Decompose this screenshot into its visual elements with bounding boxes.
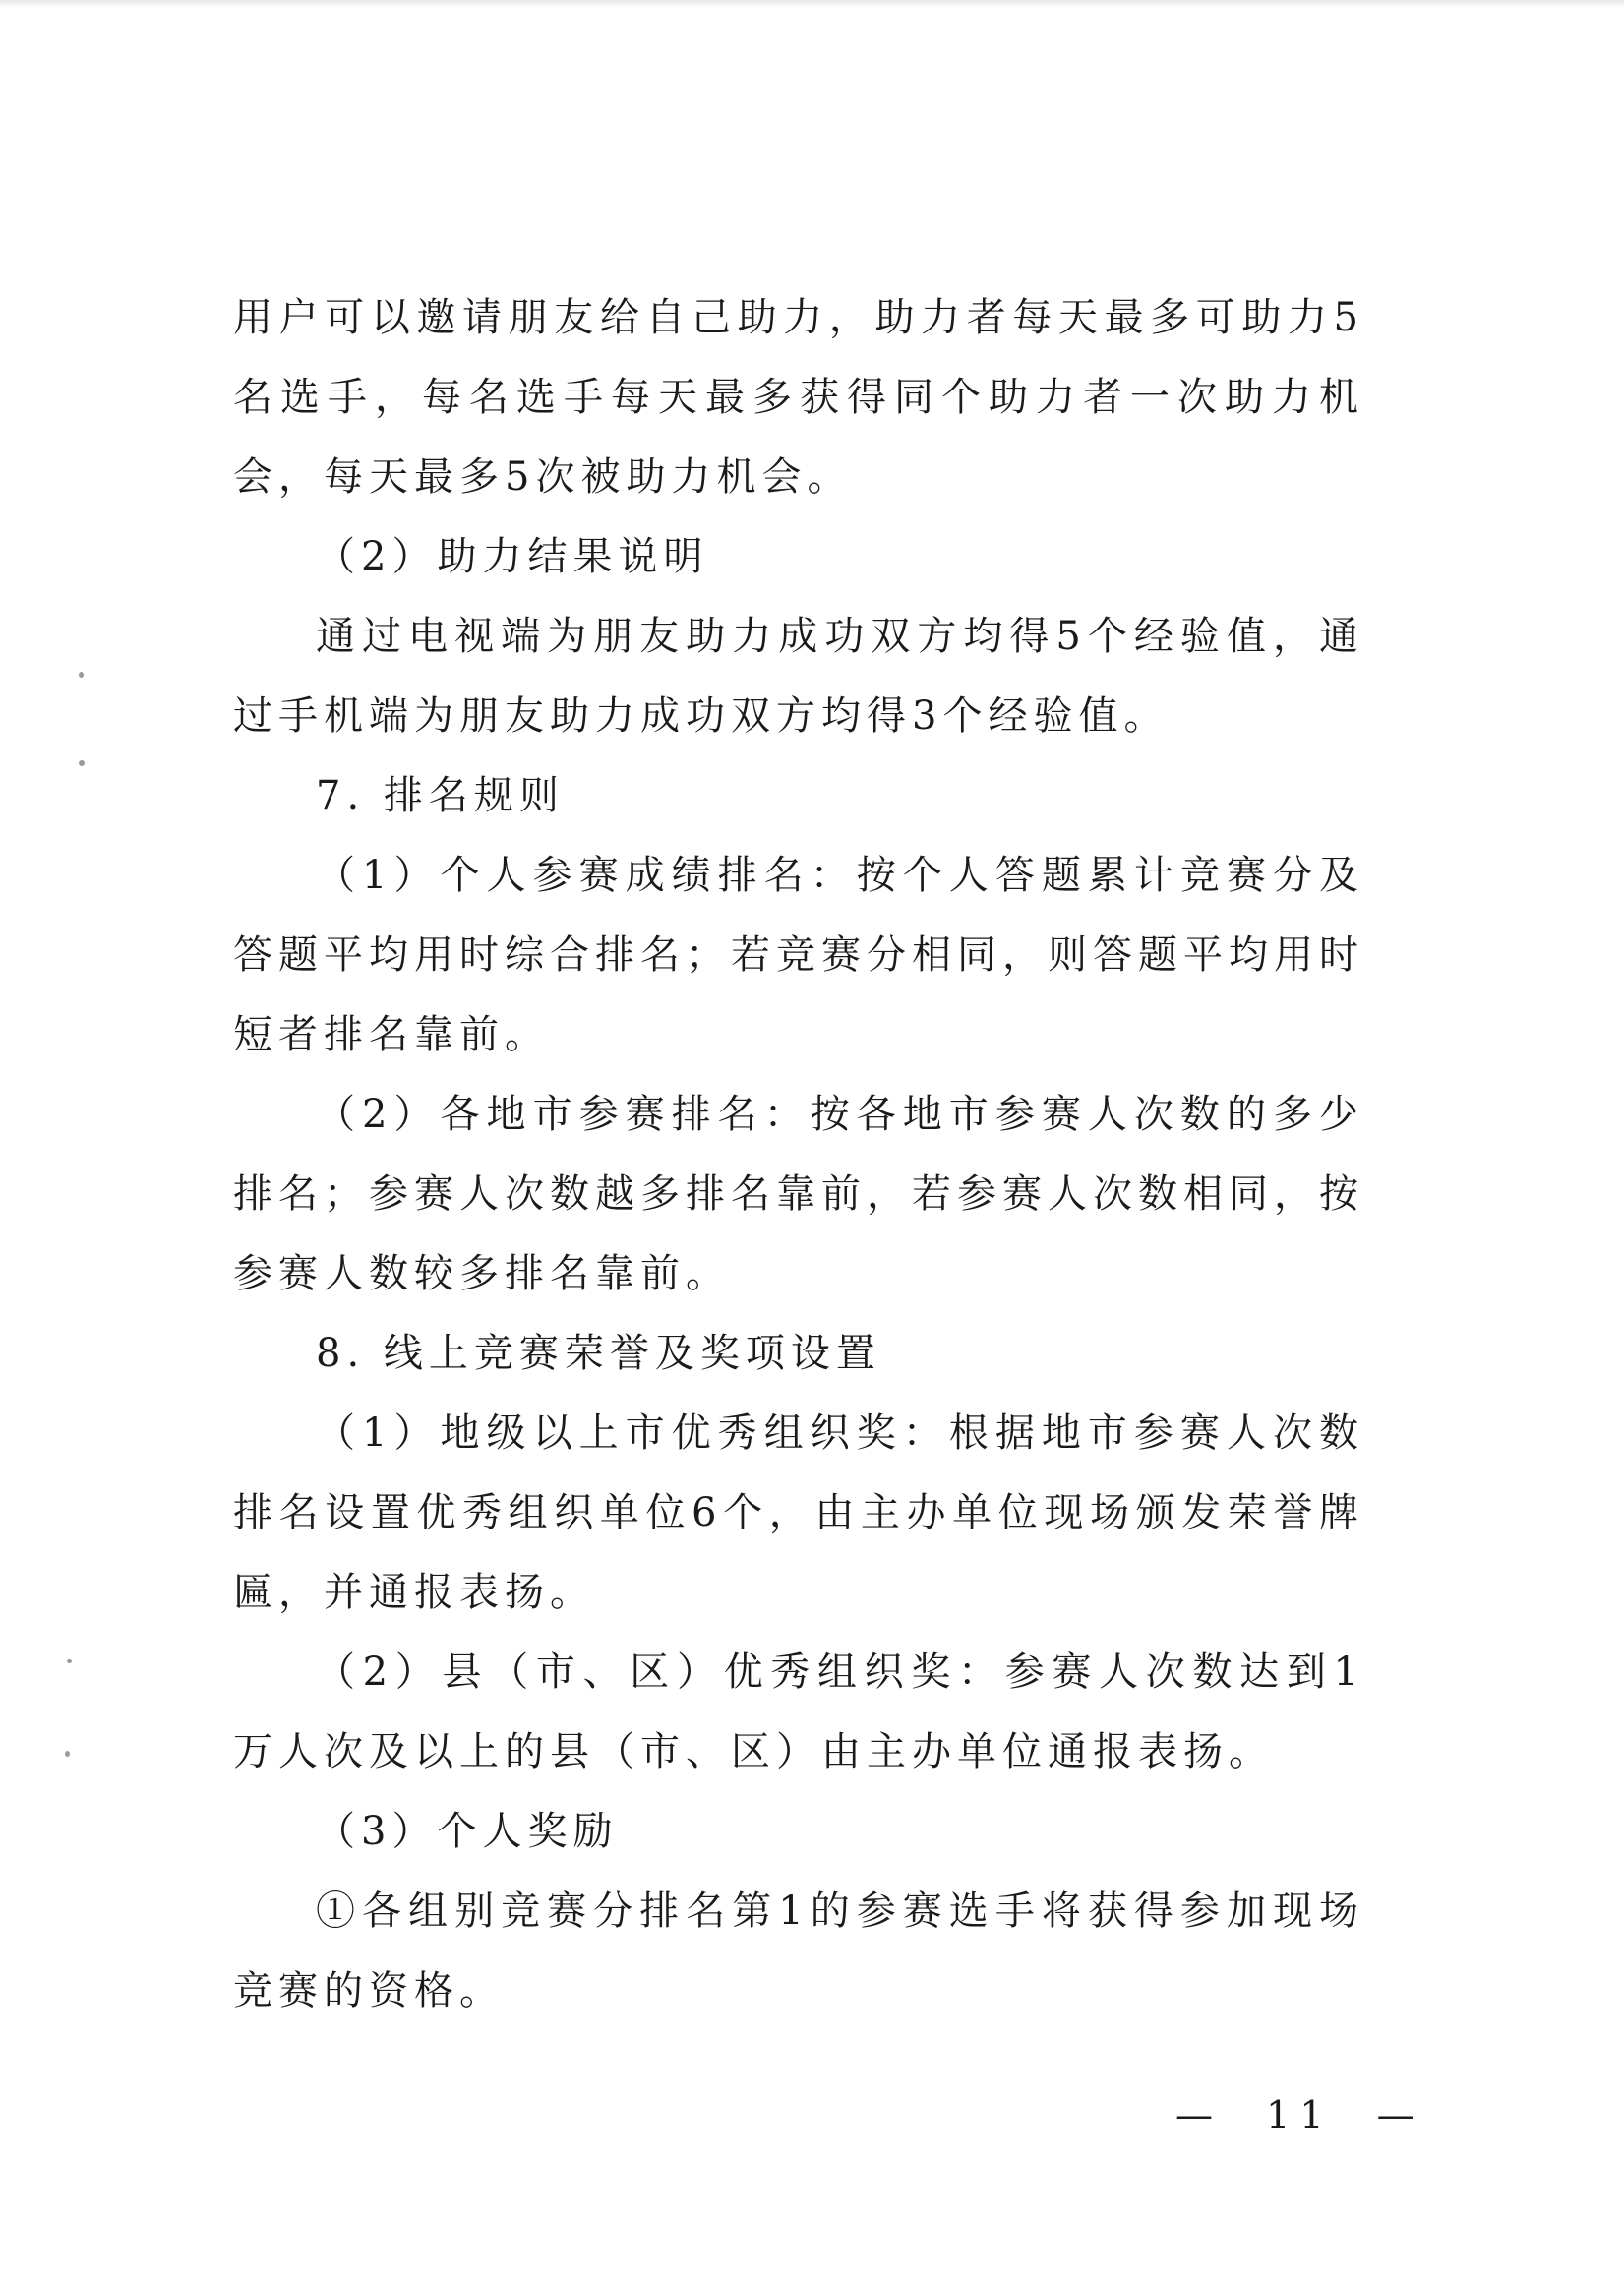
paragraph-10: （3）个人奖励	[316, 1809, 619, 1854]
body-text	[233, 278, 1364, 2031]
scan-speck	[79, 760, 85, 766]
paragraph-2: （2）助力结果说明	[316, 534, 709, 579]
paragraph-5: （1）个人参赛成绩排名：按个人答题累计竞赛分及答题平均用时综合排名；若竞赛分相同，则答题平均用时短者排名靠前。	[233, 853, 1364, 1057]
paragraph-1: 用户可以邀请朋友给自己助力，助力者每天最多可助力5名选手，每名选手每天最多获得同个助力者一次助力机会，每天最多5次被助力机会。	[233, 295, 1364, 500]
page-number: — 11 —	[1175, 2093, 1424, 2136]
scan-edge-shadow	[0, 0, 1624, 8]
paragraph-7: 8. 线上竞赛荣誉及奖项设置	[316, 1331, 881, 1376]
paragraph-8: （1）地级以上市优秀组织奖：根据地市参赛人次数排名设置优秀组织单位6个，由主办单位现场颁发荣誉牌匾，并通报表扬。	[233, 1410, 1364, 1615]
paragraph-4: 7. 排名规则	[316, 773, 565, 818]
scan-speck	[79, 672, 84, 678]
paragraph-6: （2）各地市参赛排名：按各地市参赛人次数的多少排名；参赛人次数越多排名靠前，若参赛人次数相同，按参赛人数较多排名靠前。	[233, 1092, 1364, 1296]
paragraph-9: （2）县（市、区）优秀组织奖：参赛人次数达到1万人次及以上的县（市、区）由主办单位通报表扬。	[233, 1649, 1364, 1774]
scan-speck	[65, 1751, 70, 1757]
paragraph-3: 通过电视端为朋友助力成功双方均得5个经验值，通过手机端为朋友助力成功双方均得3个经验值。	[233, 614, 1364, 739]
paragraph-11: ①各组别竞赛分排名第1的参赛选手将获得参加现场竞赛的资格。	[233, 1889, 1364, 2013]
scan-speck	[67, 1659, 72, 1663]
